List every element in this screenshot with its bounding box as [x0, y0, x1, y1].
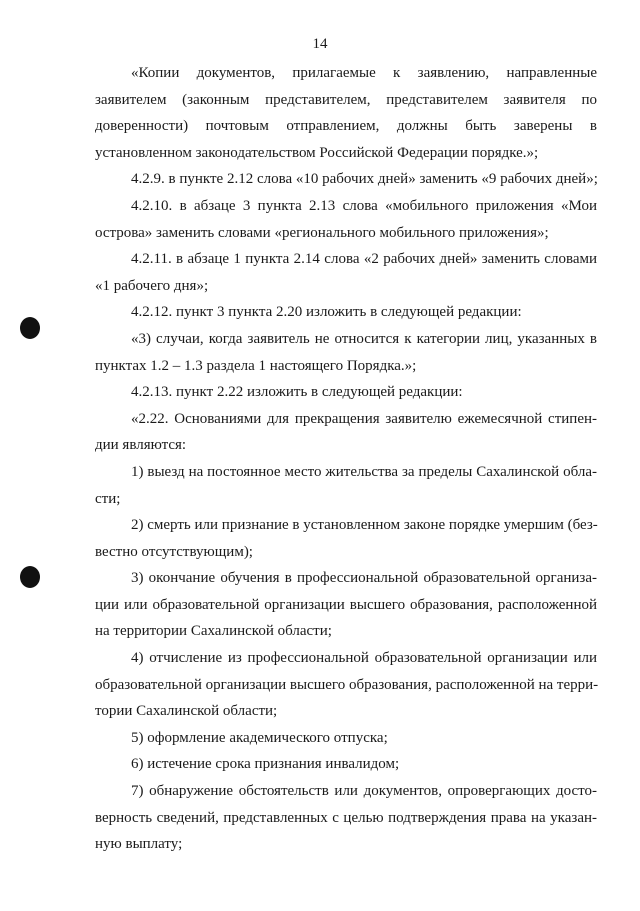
text-line: 3) окончание обучения в профессиональной образовательной организа- [131, 570, 597, 587]
text-line: ную выплату; [95, 836, 183, 853]
text-line: сти; [95, 490, 121, 507]
text-line: пунктах 1.2 – 1.3 раздела 1 настоящего Порядка.»; [95, 357, 417, 374]
text-line: образовательной организации высшего образования, расположенной на терри- [95, 676, 599, 693]
text-line: заявителем (законным представителем, представителем заявителя по [95, 91, 597, 108]
text-line: 4.2.13. пункт 2.22 изложить в следующей редакции: [131, 384, 463, 401]
page-number: 14 [312, 36, 328, 52]
binder-hole-bottom [20, 566, 40, 588]
text-line: дии являются: [95, 437, 187, 454]
text-line: тории Сахалинской области; [95, 703, 278, 720]
text-line: доверенности) почтовым отправлением, должны быть заверены в [95, 118, 597, 135]
text-line: 1) выезд на постоянное место жительства за пределы Сахалинской обла- [131, 463, 597, 480]
document-body [95, 60, 597, 858]
text-line: 6) истечение срока признания инвалидом; [131, 756, 400, 773]
text-line: острова» заменить словами «регионального мобильного приложения»; [95, 224, 549, 241]
text-line: 4.2.10. в абзаце 3 пункта 2.13 слова «мобильного приложения «Мои [131, 197, 597, 214]
text-line: «3) случаи, когда заявитель не относится к категории лиц, указанных в [131, 330, 597, 347]
text-line: вестно отсутствующим); [95, 543, 253, 560]
text-line: 4.2.9. в пункте 2.12 слова «10 рабочих дней» заменить «9 рабочих дней»; [131, 171, 598, 188]
text-line: на территории Сахалинской области; [95, 623, 332, 640]
text-line: 7) обнаружение обстоятельств или документов, опровергающих досто- [131, 783, 597, 800]
text-line: 4) отчисление из профессиональной образовательной организации или [131, 650, 597, 667]
text-line: 2) смерть или признание в установленном законе порядке умершим (без- [131, 517, 598, 534]
text-line: 5) оформление академического отпуска; [131, 729, 388, 746]
text-line: установленном законодательством Российской Федерации порядке.»; [95, 144, 539, 161]
text-line: 4.2.11. в абзаце 1 пункта 2.14 слова «2 рабочих дней» заменить словами [131, 251, 597, 268]
text-line: «Копии документов, прилагаемые к заявлению, направленные [131, 65, 597, 81]
text-line: «1 рабочего дня»; [95, 277, 209, 294]
text-line: 4.2.12. пункт 3 пункта 2.20 изложить в следующей редакции: [131, 304, 522, 321]
text-line: «2.22. Основаниями для прекращения заявителю ежемесячной стипен- [131, 410, 597, 427]
binder-hole-top [20, 317, 40, 339]
text-line: ции или образовательной организации высшего образования, расположенной [95, 596, 597, 613]
text-line: верность сведений, представленных с целью подтверждения права на указан- [95, 809, 597, 826]
